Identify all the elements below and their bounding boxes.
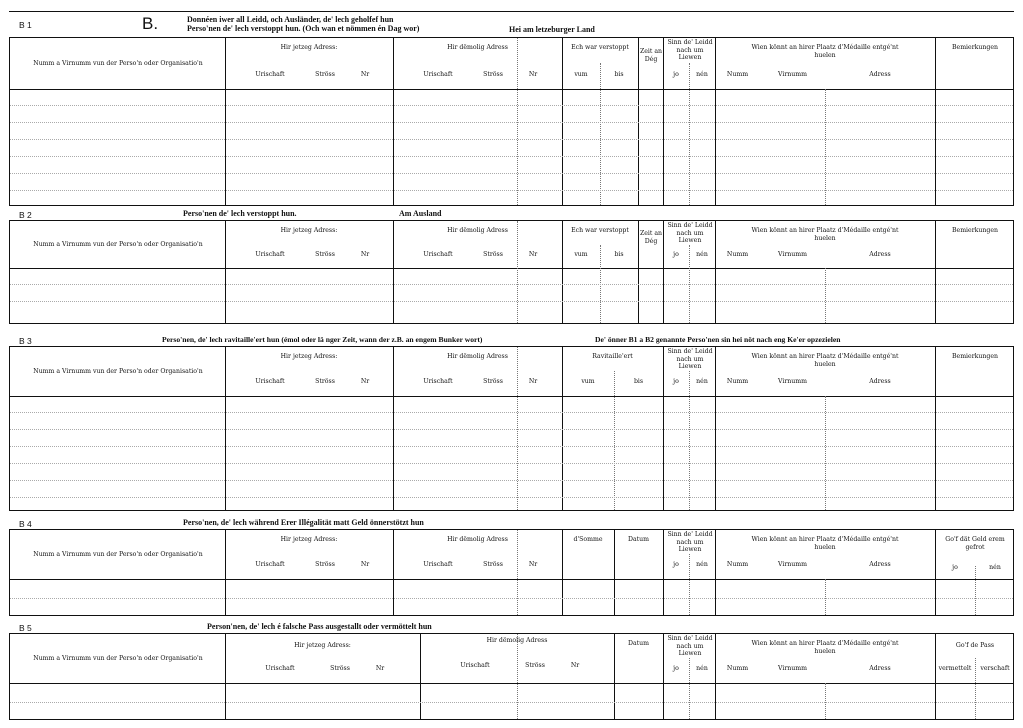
col-nr: Nr (528, 378, 538, 385)
col-street: Ströss (315, 561, 335, 568)
section-b1-table (9, 37, 1014, 206)
section-b4-table (9, 529, 1014, 616)
col-nr: Nr (360, 251, 370, 258)
col-name-header: Numm a Virnumm vun der Perso'n oder Organisatio'n (33, 368, 203, 375)
section-b1 (9, 12, 1014, 206)
col-yes: jo (673, 561, 679, 568)
section-b5 (9, 620, 1014, 720)
col-locality: Urischaft (423, 71, 453, 78)
col-address: Adress (869, 251, 891, 258)
col-current-address: Hir jetzeg Adress: (294, 642, 351, 649)
col-procured: verschaft (980, 665, 1010, 672)
col-nr: Nr (375, 665, 385, 672)
col-date: Datum (628, 536, 649, 543)
section-b2-header (9, 207, 1014, 221)
section-b4-header (9, 516, 1014, 530)
section-b5-table (9, 633, 1014, 720)
col-surname: Numm (726, 71, 749, 78)
col-former-address: Hir dëmolig Adress (486, 637, 548, 644)
col-nr: Nr (528, 561, 538, 568)
col-medal-recipient: Wien könnt an hirer Plaatz d'Médaille entgé'nt huelen (751, 44, 899, 59)
col-former-address: Hir dëmolig Adress (447, 44, 508, 51)
section-b2-id: B 2 (19, 210, 32, 220)
col-to: bis (614, 71, 624, 78)
section-b3 (9, 333, 1014, 511)
col-locality: Urischaft (460, 662, 490, 669)
section-b1-title-line2: Perso'nen de' lech verstoppt hun. (Och wan et nömmen én Dag wor) (187, 24, 420, 33)
col-current-address: Hir jetzeg Adress: (280, 227, 338, 234)
col-firstname: Virnumm (777, 251, 807, 258)
col-current-address: Hir jetzeg Adress: (280, 536, 338, 543)
col-street: Ströss (315, 71, 335, 78)
col-current-address: Hir jetzeg Adress: (280, 44, 338, 51)
col-firstname: Virnumm (777, 561, 807, 568)
col-locality: Urischaft (255, 251, 285, 258)
col-sum: d'Somme (573, 536, 603, 543)
col-address: Adress (869, 378, 891, 385)
col-firstname: Virnumm (777, 665, 807, 672)
col-street: Ströss (483, 251, 503, 258)
section-b5-header (9, 620, 1014, 634)
col-nr: Nr (528, 251, 538, 258)
col-former-address: Hir dëmolig Adress (447, 227, 508, 234)
section-b1-header (9, 12, 1014, 38)
section-b4-id: B 4 (19, 519, 32, 529)
col-from: vum (574, 71, 588, 78)
col-nr: Nr (360, 561, 370, 568)
col-to: bis (614, 251, 624, 258)
col-yes: jo (673, 251, 679, 258)
col-locality: Urischaft (255, 561, 285, 568)
col-medal-recipient: Wien könnt an hirer Plaatz d'Médaille entgé'nt huelen (751, 640, 899, 655)
col-locality: Urischaft (423, 251, 453, 258)
col-hidden-period: Ech war verstoppt (571, 227, 629, 234)
section-b2-table (9, 220, 1014, 324)
col-supplied: Ravitaille'ert (592, 353, 633, 360)
section-b2 (9, 207, 1014, 324)
col-street: Ströss (483, 71, 503, 78)
col-firstname: Virnumm (777, 378, 807, 385)
section-b3-id: B 3 (19, 336, 32, 346)
section-b3-table (9, 346, 1014, 511)
col-street: Ströss (315, 378, 335, 385)
col-alive: Sinn de' Leidd nach um Liewen (667, 531, 713, 553)
col-yes: jo (952, 564, 958, 571)
col-no: nén (696, 378, 708, 385)
col-alive: Sinn de' Leidd nach um Liewen (667, 222, 713, 244)
col-remarks: Bemierkungen (951, 227, 998, 234)
col-current-address: Hir jetzeg Adress: (280, 353, 338, 360)
col-name-header: Numm a Virnumm vun der Perso'n oder Organisatio'n (33, 60, 203, 67)
col-surname: Numm (726, 561, 749, 568)
col-surname: Numm (726, 251, 749, 258)
section-b2-title-extra: Am Ausland (399, 209, 442, 218)
col-no: nén (696, 561, 708, 568)
col-former-address: Hir dëmolig Adress (447, 353, 508, 360)
section-b4-title: Perso'nen, de' lech während Erer Illégalität matt Geld önnerstötzt hun (183, 518, 424, 527)
col-mediated: vermettelt (938, 665, 972, 672)
col-yes: jo (673, 378, 679, 385)
col-from: vum (581, 378, 595, 385)
section-b3-title-extra: De' önner B1 a B2 genannte Perso'nen sin hei nöt nach eng Ke'er opzezielen (595, 335, 841, 344)
col-street: Ströss (330, 665, 350, 672)
col-address: Adress (869, 561, 891, 568)
section-b5-id: B 5 (19, 623, 32, 633)
col-medal-recipient: Wien könnt an hirer Plaatz d'Médaille entgé'nt huelen (751, 536, 899, 551)
col-pass: Go'f de Pass (955, 642, 995, 649)
col-yes: jo (673, 71, 679, 78)
col-no: nén (696, 71, 708, 78)
col-remarks: Bemierkungen (951, 353, 998, 360)
col-no: nén (696, 665, 708, 672)
col-to: bis (633, 378, 644, 385)
col-locality: Urischaft (255, 378, 285, 385)
col-alive: Sinn de' Leidd nach um Liewen (667, 348, 713, 370)
col-address: Adress (869, 665, 891, 672)
col-money-returned: Go'f dät Geld erem gefrot (945, 536, 1005, 551)
col-former-address: Hir dëmolig Adress (447, 536, 508, 543)
col-surname: Numm (726, 665, 749, 672)
col-nr: Nr (528, 71, 538, 78)
col-alive: Sinn de' Leidd nach um Liewen (667, 635, 713, 657)
section-b5-title: Person'nen, de' lech é falsche Pass ausgestallt oder vermöttelt hun (207, 622, 432, 631)
col-days: Zeit an Dég (639, 48, 663, 63)
col-surname: Numm (726, 378, 749, 385)
col-medal-recipient: Wien könnt an hirer Plaatz d'Médaille entgé'nt huelen (751, 353, 899, 368)
col-locality: Urischaft (255, 71, 285, 78)
section-b1-title-extra: Hei am letzeburger Land (509, 25, 595, 34)
col-locality: Urischaft (265, 665, 295, 672)
col-nr: Nr (570, 662, 580, 669)
col-street: Ströss (483, 378, 503, 385)
section-b1-title-line1: Donnéen iwer all Leidd, och Ausländer, de' lech geholfef hun (187, 15, 394, 24)
col-yes: jo (673, 665, 679, 672)
section-b2-title: Perso'nen de' lech verstoppt hun. (183, 209, 297, 218)
col-alive: Sinn de' Leidd nach um Liewen (667, 39, 713, 61)
section-b3-header (9, 333, 1014, 347)
col-from: vum (574, 251, 588, 258)
col-nr: Nr (360, 71, 370, 78)
col-nr: Nr (360, 378, 370, 385)
col-remarks: Bemierkungen (951, 44, 998, 51)
col-name-header: Numm a Virnumm vun der Perso'n oder Organisatio'n (33, 655, 203, 662)
section-b4 (9, 516, 1014, 616)
col-street: Ströss (525, 662, 545, 669)
section-b1-id: B 1 (19, 20, 32, 30)
col-date: Datum (628, 640, 649, 647)
col-medal-recipient: Wien könnt an hirer Plaatz d'Médaille entgé'nt huelen (751, 227, 899, 242)
col-street: Ströss (315, 251, 335, 258)
col-no: nén (989, 564, 1001, 571)
col-firstname: Virnumm (777, 71, 807, 78)
col-locality: Urischaft (423, 378, 453, 385)
form-letter: B. (142, 14, 159, 33)
section-b3-title: Perso'nen, de' lech ravitaille'ert hun (émol oder lä nger Zeit, wann der z.B. an engem Bunker wort) (162, 335, 483, 344)
col-no: nén (696, 251, 708, 258)
col-name-header: Numm a Virnumm vun der Perso'n oder Organisatio'n (33, 551, 203, 558)
col-locality: Urischaft (423, 561, 453, 568)
col-street: Ströss (483, 561, 503, 568)
col-hidden-period: Ech war verstoppt (571, 44, 629, 51)
col-days: Zeit an Dég (639, 230, 663, 245)
col-name-header: Numm a Virnumm vun der Perso'n oder Organisatio'n (33, 241, 203, 248)
col-address: Adress (869, 71, 891, 78)
